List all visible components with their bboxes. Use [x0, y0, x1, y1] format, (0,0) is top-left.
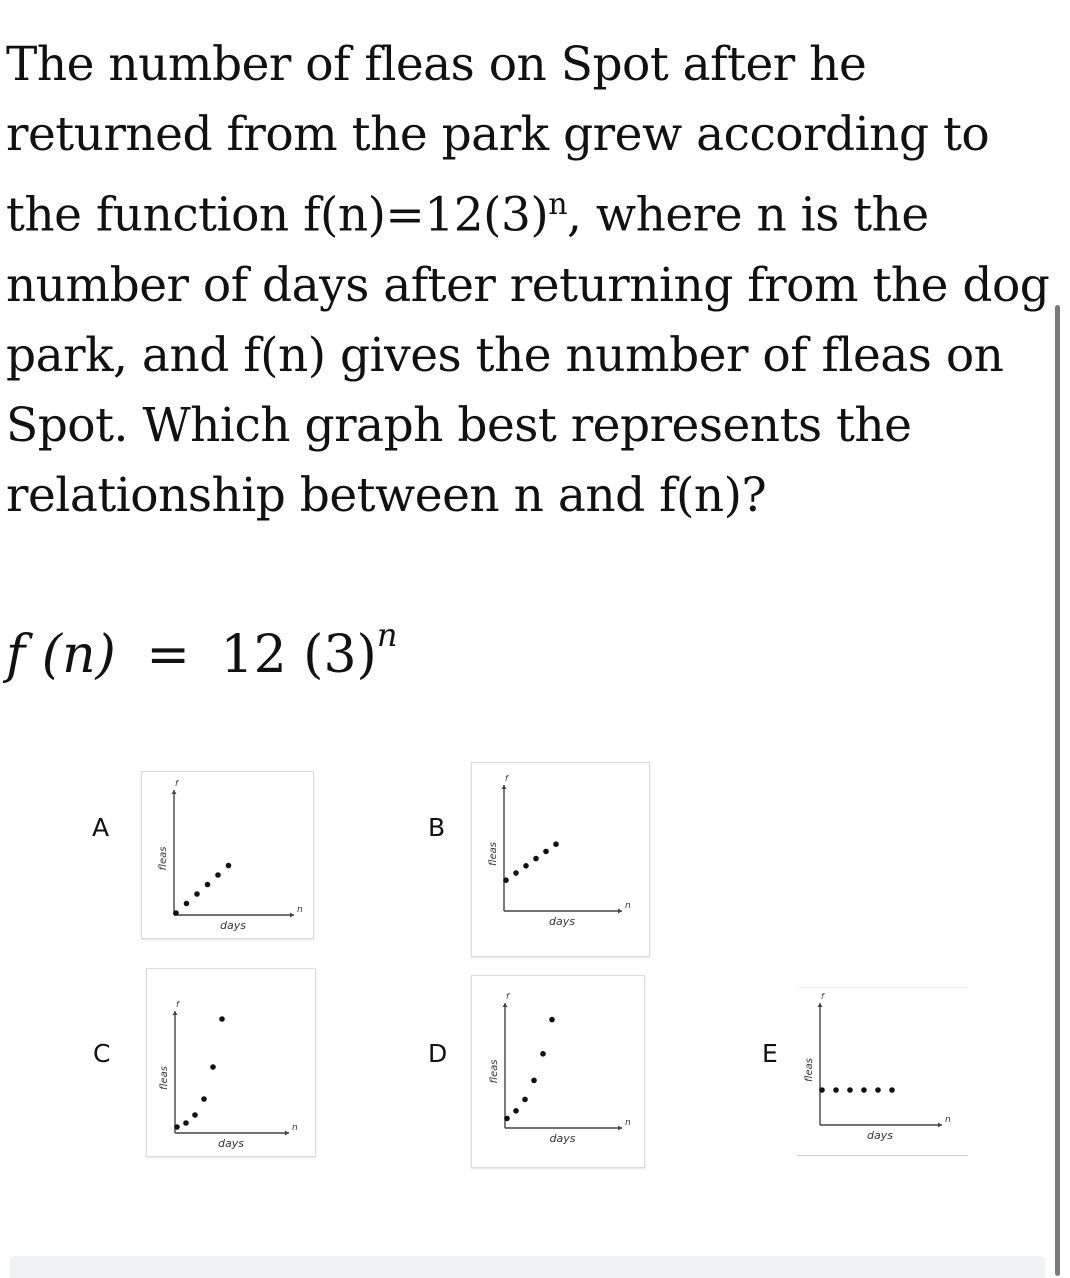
formula-equals: = — [146, 625, 190, 685]
data-point — [549, 1017, 555, 1023]
x-axis-arrow — [618, 1126, 622, 1131]
y-axis-title: fleas — [488, 842, 499, 866]
formula — [6, 600, 397, 690]
data-point — [540, 1051, 546, 1057]
formula-rhs-base: 12 (3) — [220, 625, 377, 685]
question-text-after: , where n is the number of days after returning from the dog park, and f(n) gives the number of fleas on Spot. Which graph best represents the relationship between n and f(n)? — [6, 187, 1050, 523]
y-axis-arrow — [502, 785, 507, 789]
y-axis-title: fleas — [159, 1066, 170, 1090]
option-graph-a[interactable] — [141, 771, 314, 939]
x-axis-arrow — [285, 1131, 289, 1136]
option-label-d[interactable]: D — [428, 1039, 448, 1068]
scrollbar[interactable] — [1055, 305, 1060, 1276]
data-point — [201, 1096, 207, 1102]
x-var-label: n — [625, 901, 631, 911]
x-var-label: n — [625, 1118, 631, 1128]
y-axis-title: fleas — [804, 1058, 815, 1082]
option-label-b[interactable]: B — [428, 813, 446, 842]
y-var-label: f — [506, 992, 509, 1001]
y-var-label: f — [176, 1000, 179, 1009]
data-point — [174, 1124, 180, 1130]
data-point — [226, 863, 232, 869]
data-point — [522, 1097, 528, 1103]
option-graph-e[interactable] — [797, 987, 968, 1156]
data-point — [503, 877, 509, 883]
data-point — [504, 1116, 510, 1122]
x-var-label: n — [945, 1115, 951, 1125]
data-point — [553, 841, 559, 847]
data-point — [513, 870, 519, 876]
bottom-panel — [10, 1256, 1045, 1278]
y-axis-arrow — [818, 1003, 823, 1007]
question-text — [6, 30, 1051, 531]
y-var-label: f — [175, 779, 178, 788]
scatter-plot-b — [472, 763, 649, 956]
data-point — [173, 910, 179, 916]
question-exponent: n — [548, 187, 568, 222]
y-axis-arrow — [503, 1003, 508, 1007]
data-point — [215, 872, 221, 878]
x-axis-title: days — [218, 1137, 244, 1150]
option-label-e[interactable]: E — [762, 1039, 778, 1068]
data-point — [819, 1087, 825, 1093]
x-axis-title: days — [867, 1129, 893, 1142]
data-point — [184, 901, 190, 907]
x-axis-title: days — [220, 919, 246, 932]
option-graph-c[interactable] — [146, 968, 316, 1157]
y-var-label: f — [821, 992, 824, 1001]
scatter-plot-e — [797, 988, 968, 1155]
scatter-plot-a — [142, 772, 313, 938]
data-point — [192, 1112, 198, 1118]
scatter-plot-d — [472, 976, 644, 1167]
x-axis-title: days — [549, 1132, 576, 1145]
y-axis-arrow — [173, 1011, 178, 1015]
data-point — [861, 1087, 867, 1093]
data-point — [183, 1120, 189, 1126]
formula-lhs: f (n) — [6, 625, 116, 685]
x-axis-arrow — [290, 913, 294, 918]
data-point — [889, 1087, 895, 1093]
x-var-label: n — [292, 1123, 298, 1133]
data-point — [523, 863, 529, 869]
data-point — [543, 849, 549, 855]
option-graph-d[interactable] — [471, 975, 645, 1168]
data-point — [210, 1064, 216, 1070]
x-axis-arrow — [938, 1123, 942, 1128]
data-point — [513, 1108, 519, 1114]
data-point — [875, 1087, 881, 1093]
option-graph-b[interactable] — [471, 762, 650, 957]
data-point — [531, 1078, 537, 1084]
option-label-a[interactable]: A — [92, 813, 110, 842]
x-axis-arrow — [618, 909, 622, 914]
x-axis-title: days — [549, 915, 575, 928]
x-var-label: n — [297, 905, 303, 915]
data-point — [205, 882, 211, 888]
data-point — [219, 1016, 225, 1022]
data-point — [533, 856, 539, 862]
scatter-plot-c — [147, 969, 315, 1156]
option-label-c[interactable]: C — [93, 1039, 111, 1068]
formula-rhs-exp: n — [376, 616, 398, 654]
y-axis-title: fleas — [158, 846, 169, 871]
data-point — [194, 891, 200, 897]
y-axis-title: fleas — [489, 1059, 500, 1084]
question-text-before: The number of fleas on Spot after he returned from the park grew according to the function f(n)=12(3) — [6, 37, 990, 243]
data-point — [833, 1087, 839, 1093]
data-point — [847, 1087, 853, 1093]
y-axis-arrow — [172, 790, 177, 794]
y-var-label: f — [505, 774, 508, 783]
